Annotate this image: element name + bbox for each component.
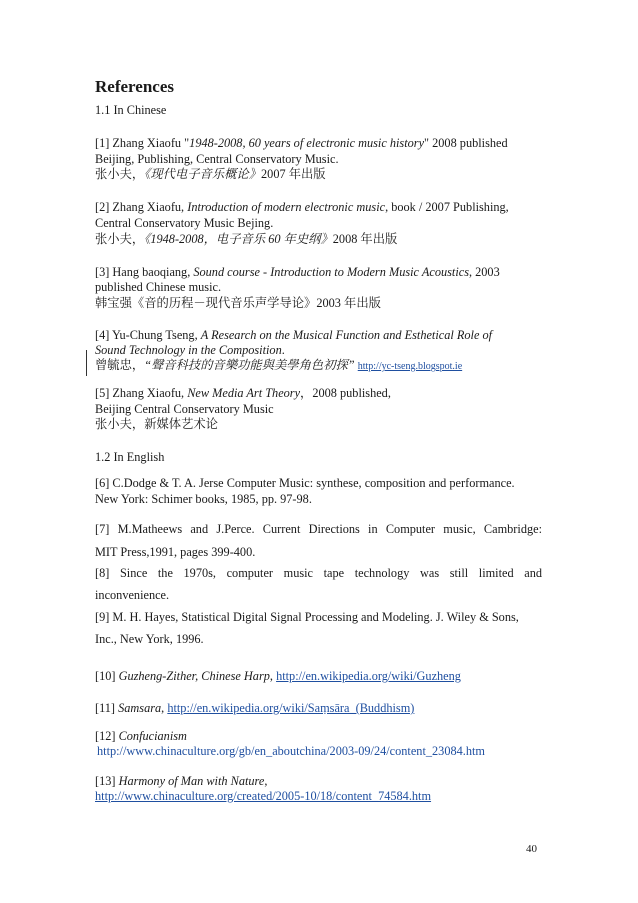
ref-11-link[interactable]: http://en.wikipedia.org/wiki/Saṃsāra_(Buddhism) — [167, 701, 415, 715]
ref-3-line-1 — [95, 265, 500, 279]
ref-3-line-2: published Chinese music. — [95, 280, 222, 294]
ref-7-line-2: MIT Press,1991, pages 399-400. — [95, 545, 256, 559]
ref-13-link[interactable]: http://www.chinaculture.org/created/2005-10/18/content_74584.htm — [95, 789, 432, 803]
ref-2-cn-author: 张小夫， — [95, 232, 145, 246]
ref-10-title: Guzheng-Zither, Chinese Harp — [118, 669, 270, 683]
ref-9-line-2: Inc., New York, 1996. — [95, 632, 204, 646]
ref-5-line-1 — [95, 386, 391, 400]
ref-13-line-2 — [95, 789, 431, 803]
ref-1-author: Zhang Xiaofu — [112, 136, 182, 150]
ref-5-author: Zhang Xiaofu, — [112, 386, 185, 400]
ref-1-line-2: Beijing, Publishing, Central Conservatory Music. — [95, 152, 339, 166]
ref-5-publication: ，2008 published, — [300, 386, 391, 400]
ref-13-number: [13] — [95, 774, 116, 788]
ref-1-chinese — [95, 167, 326, 181]
ref-1-number: [1] — [95, 136, 110, 150]
ref-7-line-1: [7] M.Matheews and J.Perce. Current Directions in Computer music, Cambridge: — [95, 522, 542, 536]
ref-5-title: New Media Art Theory — [187, 386, 301, 400]
ref-5-line-2: Beijing Central Conservatory Music — [95, 402, 274, 416]
page-number: 40 — [526, 843, 537, 855]
ref-5-chinese: 张小夫，新媒体艺术论 — [95, 417, 218, 431]
ref-1-cn-title: 《现代电子音乐概论》 — [144, 167, 262, 181]
ref-12-title: Confucianism — [118, 729, 187, 743]
ref-10 — [95, 669, 461, 683]
ref-4-title-line-1: A Research on the Musical Function and Esthetical Role of — [200, 328, 493, 342]
ref-3-year: , 2003 — [468, 265, 500, 279]
ref-5-number: [5] — [95, 386, 110, 400]
ref-11 — [95, 701, 414, 715]
ref-11-separator: , — [161, 701, 165, 715]
ref-10-separator: , — [269, 669, 273, 683]
ref-12-line-1 — [95, 729, 187, 743]
ref-1-cn-year: 2007 年出版 — [261, 167, 326, 181]
ref-6-line-1: [6] C.Dodge & T. A. Jerse Computer Music: synthese, composition and performance. — [95, 476, 515, 490]
ref-8-line-1: [8] Since the 1970s, computer music tape technology was still limited and — [95, 566, 542, 580]
ref-4-line-1 — [95, 328, 492, 342]
ref-1-publication: " 2008 published — [424, 136, 508, 150]
ref-3-cn-year: 2003 年出版 — [316, 296, 381, 310]
ref-1-cn-author: 张小夫， — [95, 167, 145, 181]
ref-4-line-2 — [95, 343, 285, 357]
ref-12-number: [12] — [95, 729, 116, 743]
references-heading: References — [95, 77, 174, 96]
section-english-heading: 1.2 In English — [95, 450, 165, 464]
ref-10-number: [10] — [95, 669, 116, 683]
ref-8-line-2: inconvenience. — [95, 588, 170, 602]
ref-4-title-line-2: Sound Technology in the Composition — [95, 343, 282, 357]
ref-2-number: [2] — [95, 200, 110, 214]
ref-9-line-1: [9] M. H. Hayes, Statistical Digital Signal Processing and Modeling. J. Wiley & Sons, — [95, 610, 519, 624]
ref-13-separator: , — [264, 774, 268, 788]
ref-4-chinese — [95, 358, 462, 374]
ref-2-cn-year: 2008 年出版 — [332, 232, 398, 246]
ref-3-cn-title: 韩宝强《音的历程－现代音乐声学导论》 — [95, 296, 317, 310]
ref-3-chinese — [95, 296, 381, 310]
ref-11-number: [11] — [95, 701, 116, 715]
ref-13-title: Harmony of Man with Nature — [118, 774, 265, 788]
ref-3-title: Sound course - Introduction to Modern Music Acoustics — [193, 265, 469, 279]
ref-2-line-1 — [95, 200, 509, 214]
ref-1-line-1 — [95, 136, 508, 150]
section-chinese-heading: 1.1 In Chinese — [95, 103, 167, 117]
ref-11-title: Samsara — [118, 701, 162, 715]
ref-1-title: 1948-2008, 60 years of electronic music history — [189, 136, 425, 150]
ref-3-author: Hang baoqiang, — [112, 265, 191, 279]
ref-12-line-2 — [97, 744, 485, 758]
ref-2-author: Zhang Xiaofu, — [112, 200, 185, 214]
ref-4-period: . — [281, 343, 285, 357]
ref-4-number: [4] — [95, 328, 110, 342]
ref-4-link[interactable]: http://yc-tseng.blogspot.ie — [357, 361, 463, 372]
revision-bar — [86, 350, 87, 376]
ref-3-number: [3] — [95, 265, 110, 279]
ref-4-author: Yu-Chung Tseng, — [111, 328, 198, 342]
ref-2-cn-title: 《1948-2008，电子音乐 60 年史纲》 — [144, 232, 333, 246]
ref-1-quote: " — [184, 136, 190, 150]
ref-2-title: Introduction of modern electronic music — [187, 200, 386, 214]
ref-4-cn-title: “聲音科技的音樂功能與美學角色初探” — [144, 358, 355, 372]
ref-13-line-1 — [95, 774, 267, 788]
ref-2-chinese — [95, 232, 397, 246]
ref-2-publication: , book / 2007 Publishing, — [385, 200, 509, 214]
ref-10-link[interactable]: http://en.wikipedia.org/wiki/Guzheng — [276, 669, 461, 683]
ref-12-link[interactable]: http://www.chinaculture.org/gb/en_aboutchina/2003-09/24/content_23084.htm — [97, 744, 485, 758]
ref-6-line-2: New York: Schimer books, 1985, pp. 97-98. — [95, 492, 312, 506]
ref-2-line-2: Central Conservatory Music Bejing. — [95, 216, 274, 230]
ref-4-cn-author: 曾毓忠， — [95, 358, 145, 372]
